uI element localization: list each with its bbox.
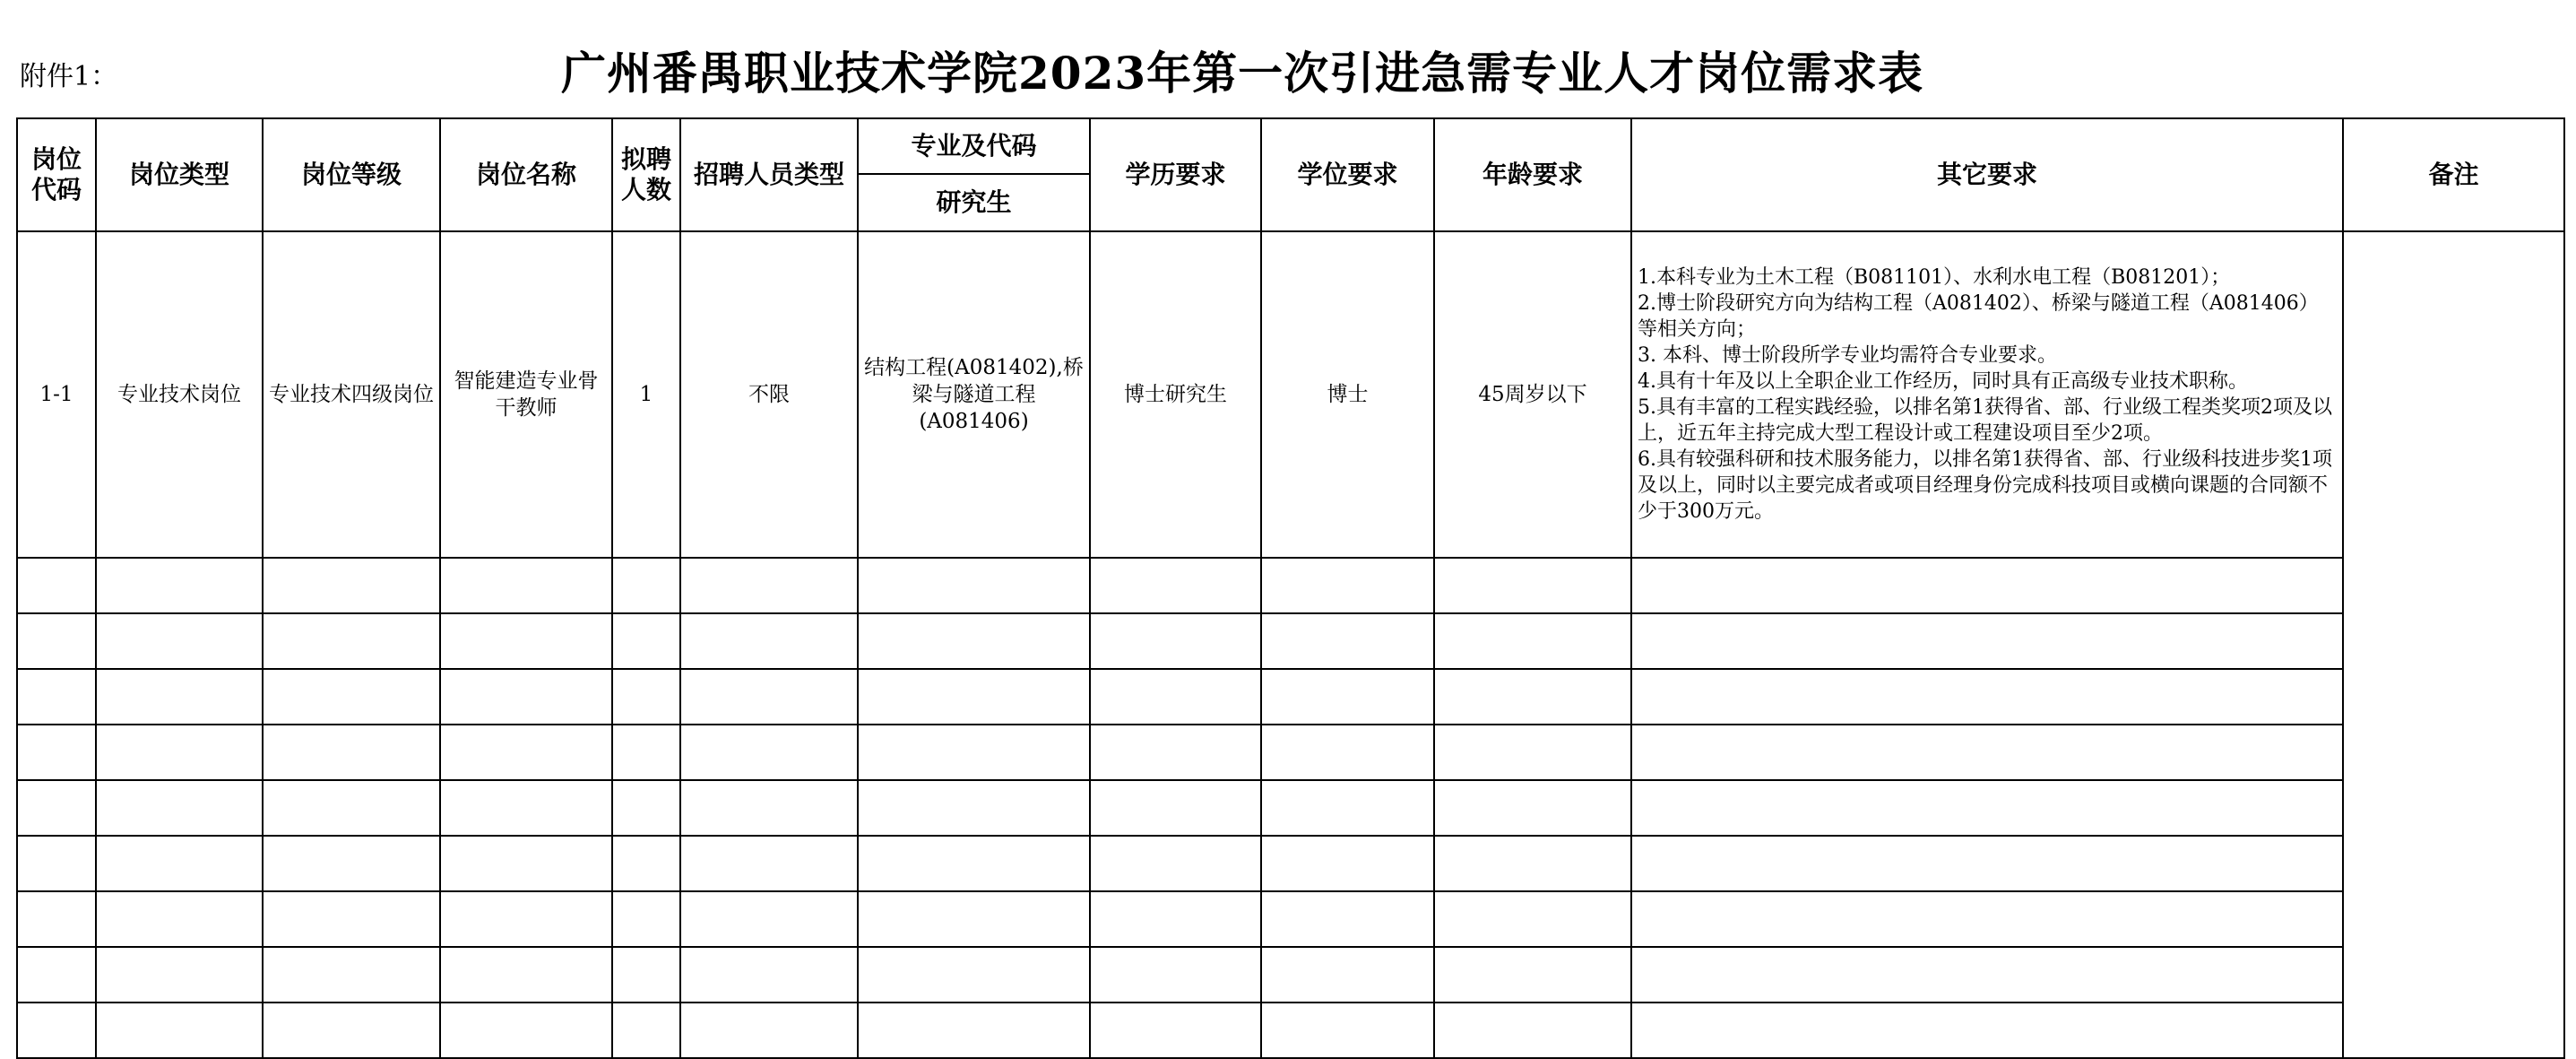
empty-cell[interactable]: [1434, 669, 1631, 725]
empty-cell[interactable]: [1261, 725, 1434, 780]
empty-cell[interactable]: [1090, 780, 1261, 836]
job-requirements-table: [16, 117, 2565, 1059]
empty-cell[interactable]: [1090, 725, 1261, 780]
cell-remark[interactable]: [2343, 231, 2564, 1058]
empty-cell[interactable]: [1434, 947, 1631, 1003]
col-header-degree: 学位要求: [1261, 118, 1434, 231]
col-header-remark: 备注: [2343, 118, 2564, 231]
empty-cell[interactable]: [858, 947, 1090, 1003]
empty-cell[interactable]: [1631, 558, 2343, 613]
col-header-other: 其它要求: [1631, 118, 2343, 231]
table-header-row: [17, 118, 2564, 174]
col-header-type: 岗位类型: [96, 118, 263, 231]
empty-cell[interactable]: [858, 1003, 1090, 1058]
other-req-line-1: 1.本科专业为土木工程（B081101）、水利水电工程（B081201）；: [1638, 266, 2231, 289]
empty-cell[interactable]: [17, 725, 96, 780]
empty-cell[interactable]: [1631, 780, 2343, 836]
empty-cell[interactable]: [1631, 891, 2343, 947]
empty-cell[interactable]: [1090, 669, 1261, 725]
cell-age[interactable]: 45周岁以下: [1434, 231, 1631, 558]
empty-cell[interactable]: [612, 725, 680, 780]
table-row-empty: [17, 891, 2564, 947]
empty-cell[interactable]: [858, 891, 1090, 947]
empty-cell[interactable]: [680, 891, 858, 947]
empty-cell[interactable]: [1631, 836, 2343, 891]
empty-cell[interactable]: [1261, 836, 1434, 891]
empty-cell[interactable]: [680, 669, 858, 725]
empty-cell[interactable]: [1631, 669, 2343, 725]
col-header-grade: 岗位等级: [263, 118, 440, 231]
empty-cell[interactable]: [1090, 947, 1261, 1003]
annex-label: 附件1：: [20, 61, 118, 92]
empty-cell[interactable]: [1090, 1003, 1261, 1058]
empty-cell[interactable]: [1261, 1003, 1434, 1058]
empty-cell[interactable]: [680, 725, 858, 780]
empty-cell[interactable]: [1631, 1003, 2343, 1058]
empty-cell[interactable]: [1090, 836, 1261, 891]
empty-cell[interactable]: [17, 947, 96, 1003]
empty-cell[interactable]: [680, 780, 858, 836]
empty-cell[interactable]: [858, 780, 1090, 836]
empty-cell[interactable]: [263, 669, 440, 725]
cell-other-requirements[interactable]: [1631, 231, 2343, 558]
table-row-empty: [17, 725, 2564, 780]
col-header-major-group: 专业及代码: [858, 118, 1090, 174]
empty-cell[interactable]: [858, 669, 1090, 725]
empty-cell[interactable]: [440, 558, 612, 613]
empty-cell[interactable]: [1261, 947, 1434, 1003]
col-header-personnel: 招聘人员类型: [680, 118, 858, 231]
empty-cell[interactable]: [263, 780, 440, 836]
empty-cell[interactable]: [680, 1003, 858, 1058]
empty-cell[interactable]: [612, 1003, 680, 1058]
empty-cell[interactable]: [1261, 558, 1434, 613]
col-header-count: 拟聘人数: [612, 118, 680, 231]
empty-cell[interactable]: [612, 891, 680, 947]
empty-cell[interactable]: [96, 947, 263, 1003]
other-req-line-3: 3. 本科、博士阶段所学专业均需符合专业要求。: [1638, 344, 2057, 367]
empty-cell[interactable]: [1631, 947, 2343, 1003]
empty-cell[interactable]: [858, 836, 1090, 891]
empty-cell[interactable]: [1261, 669, 1434, 725]
empty-cell[interactable]: [680, 558, 858, 613]
empty-cell[interactable]: [96, 1003, 263, 1058]
empty-cell[interactable]: [440, 1003, 612, 1058]
col-header-code: 岗位代码: [17, 118, 96, 231]
other-req-line-5: 5.具有丰富的工程实践经验，以排名第1获得省、部、行业级工程类奖项2项及以上，近五年主持完成大型工程设计或工程建设项目至少2项。: [1638, 396, 2332, 445]
col-header-name: 岗位名称: [440, 118, 612, 231]
empty-cell[interactable]: [1434, 725, 1631, 780]
empty-cell[interactable]: [1434, 1003, 1631, 1058]
empty-cell[interactable]: [680, 836, 858, 891]
col-header-age: 年龄要求: [1434, 118, 1631, 231]
empty-cell[interactable]: [858, 725, 1090, 780]
col-header-education: 学历要求: [1090, 118, 1261, 231]
empty-cell[interactable]: [1261, 891, 1434, 947]
empty-cell[interactable]: [680, 947, 858, 1003]
other-req-line-4: 4.具有十年及以上全职企业工作经历，同时具有正高级专业技术职称。: [1638, 370, 2248, 393]
empty-cell[interactable]: [96, 891, 263, 947]
empty-cell[interactable]: [1090, 891, 1261, 947]
empty-cell[interactable]: [263, 836, 440, 891]
page-title: 广州番禺职业技术学院2023年第一次引进急需专业人才岗位需求表: [561, 47, 1924, 100]
empty-cell[interactable]: [440, 947, 612, 1003]
empty-cell[interactable]: [17, 780, 96, 836]
table-row-empty: [17, 780, 2564, 836]
table-row-empty: [17, 947, 2564, 1003]
empty-cell[interactable]: [96, 780, 263, 836]
other-req-line-6: 6.具有较强科研和技术服务能力，以排名第1获得省、部、行业级科技进步奖1项及以上，同时以主要完成者或项目经理身份完成科技项目或横向课题的合同额不少于300万元。: [1638, 448, 2332, 523]
empty-cell[interactable]: [440, 725, 612, 780]
empty-cell[interactable]: [263, 725, 440, 780]
table-row-empty: [17, 613, 2564, 669]
empty-cell[interactable]: [1631, 725, 2343, 780]
empty-cell[interactable]: [1090, 613, 1261, 669]
cell-count[interactable]: 1: [612, 231, 680, 558]
empty-cell[interactable]: [1434, 836, 1631, 891]
table-row-empty: [17, 558, 2564, 613]
empty-cell[interactable]: [17, 1003, 96, 1058]
empty-cell[interactable]: [263, 558, 440, 613]
table-row-empty: [17, 836, 2564, 891]
empty-cell[interactable]: [612, 836, 680, 891]
cell-personnel[interactable]: 不限: [680, 231, 858, 558]
empty-cell[interactable]: [96, 613, 263, 669]
cell-education[interactable]: 博士研究生: [1090, 231, 1261, 558]
empty-cell[interactable]: [858, 613, 1090, 669]
empty-cell[interactable]: [858, 558, 1090, 613]
empty-cell[interactable]: [612, 780, 680, 836]
empty-cell[interactable]: [17, 891, 96, 947]
empty-cell[interactable]: [1090, 558, 1261, 613]
cell-name[interactable]: 智能建造专业骨干教师: [440, 231, 612, 558]
empty-cell[interactable]: [17, 669, 96, 725]
table-row: [17, 231, 2564, 558]
empty-cell[interactable]: [1434, 891, 1631, 947]
empty-cell[interactable]: [96, 836, 263, 891]
empty-cell[interactable]: [440, 780, 612, 836]
empty-cell[interactable]: [1434, 558, 1631, 613]
table-row-empty: [17, 1003, 2564, 1058]
empty-cell[interactable]: [263, 613, 440, 669]
empty-cell[interactable]: [96, 669, 263, 725]
empty-cell[interactable]: [1261, 780, 1434, 836]
empty-cell[interactable]: [17, 613, 96, 669]
empty-cell[interactable]: [1434, 613, 1631, 669]
cell-code[interactable]: 1-1: [17, 231, 96, 558]
empty-cell[interactable]: [1434, 780, 1631, 836]
cell-type[interactable]: 专业技术岗位: [96, 231, 263, 558]
cell-degree[interactable]: 博士: [1261, 231, 1434, 558]
empty-cell[interactable]: [680, 613, 858, 669]
empty-cell[interactable]: [612, 669, 680, 725]
empty-cell[interactable]: [440, 669, 612, 725]
empty-cell[interactable]: [17, 836, 96, 891]
other-req-line-2: 2.博士阶段研究方向为结构工程（A081402）、桥梁与隧道工程（A081406）等相关方向；: [1638, 292, 2319, 341]
empty-cell[interactable]: [612, 613, 680, 669]
empty-cell[interactable]: [440, 613, 612, 669]
table-row-empty: [17, 669, 2564, 725]
empty-cell[interactable]: [1631, 613, 2343, 669]
empty-cell[interactable]: [440, 836, 612, 891]
empty-cell[interactable]: [263, 947, 440, 1003]
empty-cell[interactable]: [96, 558, 263, 613]
empty-cell[interactable]: [96, 725, 263, 780]
empty-cell[interactable]: [440, 891, 612, 947]
cell-major[interactable]: 结构工程(A081402),桥梁与隧道工程(A081406): [858, 231, 1090, 558]
empty-cell[interactable]: [612, 947, 680, 1003]
empty-cell[interactable]: [612, 558, 680, 613]
empty-cell[interactable]: [1261, 613, 1434, 669]
cell-grade[interactable]: 专业技术四级岗位: [263, 231, 440, 558]
empty-cell[interactable]: [263, 891, 440, 947]
empty-cell[interactable]: [17, 558, 96, 613]
col-header-major-sub: 研究生: [858, 174, 1090, 231]
empty-cell[interactable]: [263, 1003, 440, 1058]
